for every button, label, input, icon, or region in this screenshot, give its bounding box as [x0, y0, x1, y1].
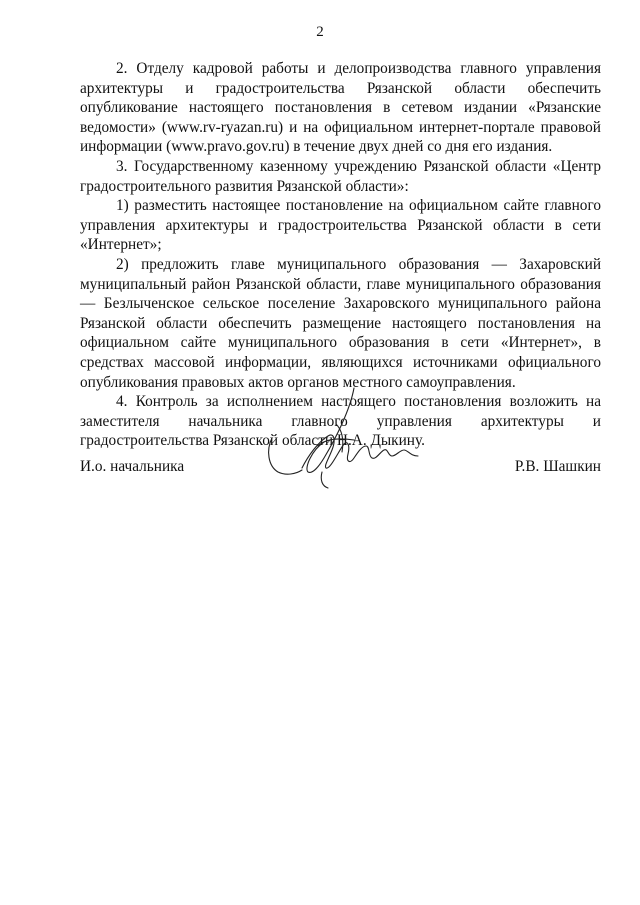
paragraph-3-1-website: 1) разместить настоящее постановление на официальном сайте главного управления архитектуры и градостроительства Рязанской области в сети «Интернет»;: [80, 197, 601, 254]
paragraph-3-2-municipal: 2) предложить главе муниципального образования — Захаровский муниципальный район Рязанской области, главе муниципального образования — Безлыченское сельское поселение Захаровского муниципального района Рязанской области обеспечить размещение настоящего постановления на официальном сайте муниципального образования в сети «Интернет», в средствах массовой информации, являющихся источниками официального опубликования правовых актов органов местного самоуправления.: [80, 255, 601, 391]
signer-name: Р.В. Шашкин: [514, 458, 601, 475]
paragraph-4-control: 4. Контроль за исполнением настоящего постановления возложить на заместителя начальника главного управления архитектуры и градостроительства Рязанской области Н.А. Дыкину.: [80, 393, 601, 450]
position-title: И.о. начальника: [80, 458, 185, 475]
paragraph-3-state-institution: 3. Государственному казенному учреждению Рязанской области «Центр градостроительного развития Рязанской области»:: [80, 157, 601, 195]
paragraph-2-publication: 2. Отделу кадровой работы и делопроизводства главного управления архитектуры и градостроительства Рязанской области обеспечить опубликование настоящего постановления в сетевом издании «Рязанские ведомости» (www.rv-ryazan.ru) и на официальном интернет-портале правовой информации (www.pravo.gov.ru) в течение двух дней со дня его издания.: [80, 60, 601, 156]
page-number: 2: [316, 24, 324, 40]
handwritten-signature: [262, 380, 432, 490]
